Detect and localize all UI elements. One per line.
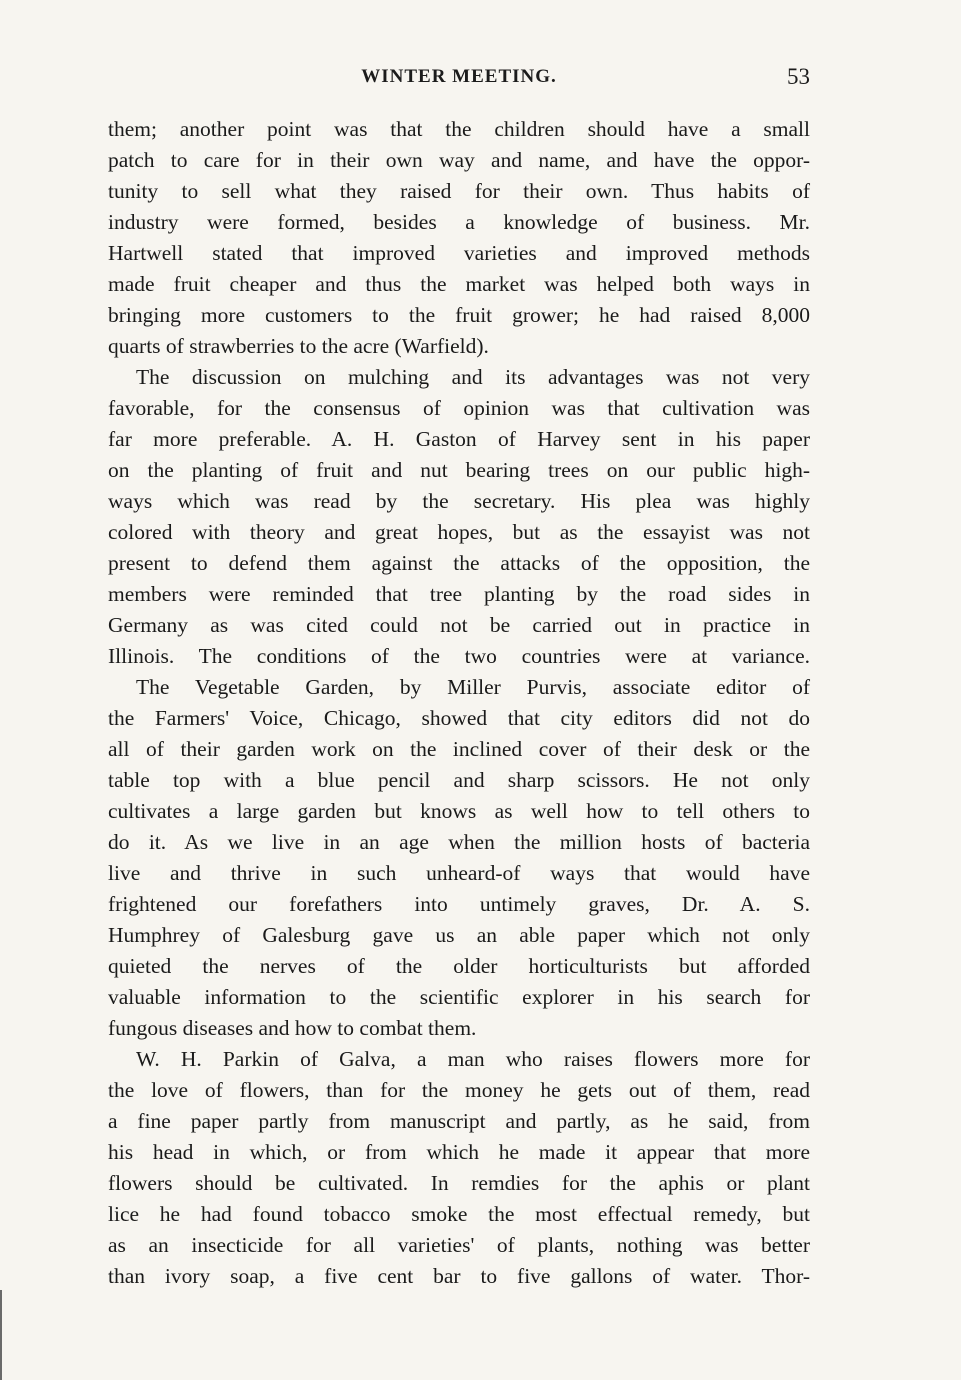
- text-line: cultivates a large garden but knows as well how to tell others to: [108, 799, 810, 823]
- text-line: far more preferable. A. H. Gaston of Harvey sent in his paper: [108, 427, 810, 451]
- text-line: his head in which, or from which he made it appear that more: [108, 1140, 810, 1164]
- text-line: them; another point was that the children should have a small: [108, 117, 810, 141]
- running-head: [108, 64, 810, 92]
- text-line: do it. As we live in an age when the million hosts of bacteria: [108, 830, 810, 854]
- text-line: ways which was read by the secretary. His plea was highly: [108, 489, 810, 513]
- text-line: quieted the nerves of the older horticulturists but afforded: [108, 954, 810, 978]
- text-line: Humphrey of Galesburg gave us an able paper which not only: [108, 923, 810, 947]
- text-line: industry were formed, besides a knowledge of business. Mr.: [108, 210, 810, 234]
- running-title: WINTER MEETING.: [361, 66, 557, 87]
- text-line: as an insecticide for all varieties' of plants, nothing was better: [108, 1233, 810, 1257]
- text-line: fungous diseases and how to combat them.: [108, 1016, 477, 1040]
- text-line: valuable information to the scientific explorer in his search for: [108, 985, 810, 1009]
- text-line: Hartwell stated that improved varieties and improved methods: [108, 241, 810, 265]
- paragraph-start-line: The discussion on mulching and its advantages was not very: [136, 365, 810, 389]
- text-line: a fine paper partly from manuscript and partly, as he said, from: [108, 1109, 810, 1133]
- text-line: flowers should be cultivated. In remdies for the aphis or plant: [108, 1171, 810, 1195]
- text-line: table top with a blue pencil and sharp scissors. He not only: [108, 768, 810, 792]
- text-line: on the planting of fruit and nut bearing trees on our public high-: [108, 458, 810, 482]
- text-line: Illinois. The conditions of the two countries were at variance.: [108, 644, 810, 668]
- text-line: favorable, for the consensus of opinion was that cultivation was: [108, 396, 810, 420]
- text-line: tunity to sell what they raised for their own. Thus habits of: [108, 179, 810, 203]
- paragraph-start-line: W. H. Parkin of Galva, a man who raises flowers more for: [136, 1047, 810, 1071]
- paragraph-start-line: The Vegetable Garden, by Miller Purvis, associate editor of: [136, 675, 810, 699]
- body-text: [108, 114, 810, 1292]
- text-line: all of their garden work on the inclined cover of their desk or the: [108, 737, 810, 761]
- text-line: frightened our forefathers into untimely graves, Dr. A. S.: [108, 892, 810, 916]
- page-number: 53: [787, 64, 810, 89]
- text-line: made fruit cheaper and thus the market was helped both ways in: [108, 272, 810, 296]
- text-line: lice he had found tobacco smoke the most effectual remedy, but: [108, 1202, 810, 1226]
- page-edge-shadow: [0, 1290, 2, 1380]
- text-line: live and thrive in such unheard-of ways that would have: [108, 861, 810, 885]
- text-line: patch to care for in their own way and name, and have the oppor-: [108, 148, 810, 172]
- text-line: quarts of strawberries to the acre (Warfield).: [108, 334, 489, 358]
- text-line: colored with theory and great hopes, but as the essayist was not: [108, 520, 810, 544]
- text-line: the Farmers' Voice, Chicago, showed that city editors did not do: [108, 706, 810, 730]
- text-line: members were reminded that tree planting by the road sides in: [108, 582, 810, 606]
- text-line: bringing more customers to the fruit grower; he had raised 8,000: [108, 303, 810, 327]
- text-line: than ivory soap, a five cent bar to five gallons of water. Thor-: [108, 1264, 810, 1288]
- text-line: the love of flowers, than for the money he gets out of them, read: [108, 1078, 810, 1102]
- text-line: present to defend them against the attacks of the opposition, the: [108, 551, 810, 575]
- text-line: Germany as was cited could not be carried out in practice in: [108, 613, 810, 637]
